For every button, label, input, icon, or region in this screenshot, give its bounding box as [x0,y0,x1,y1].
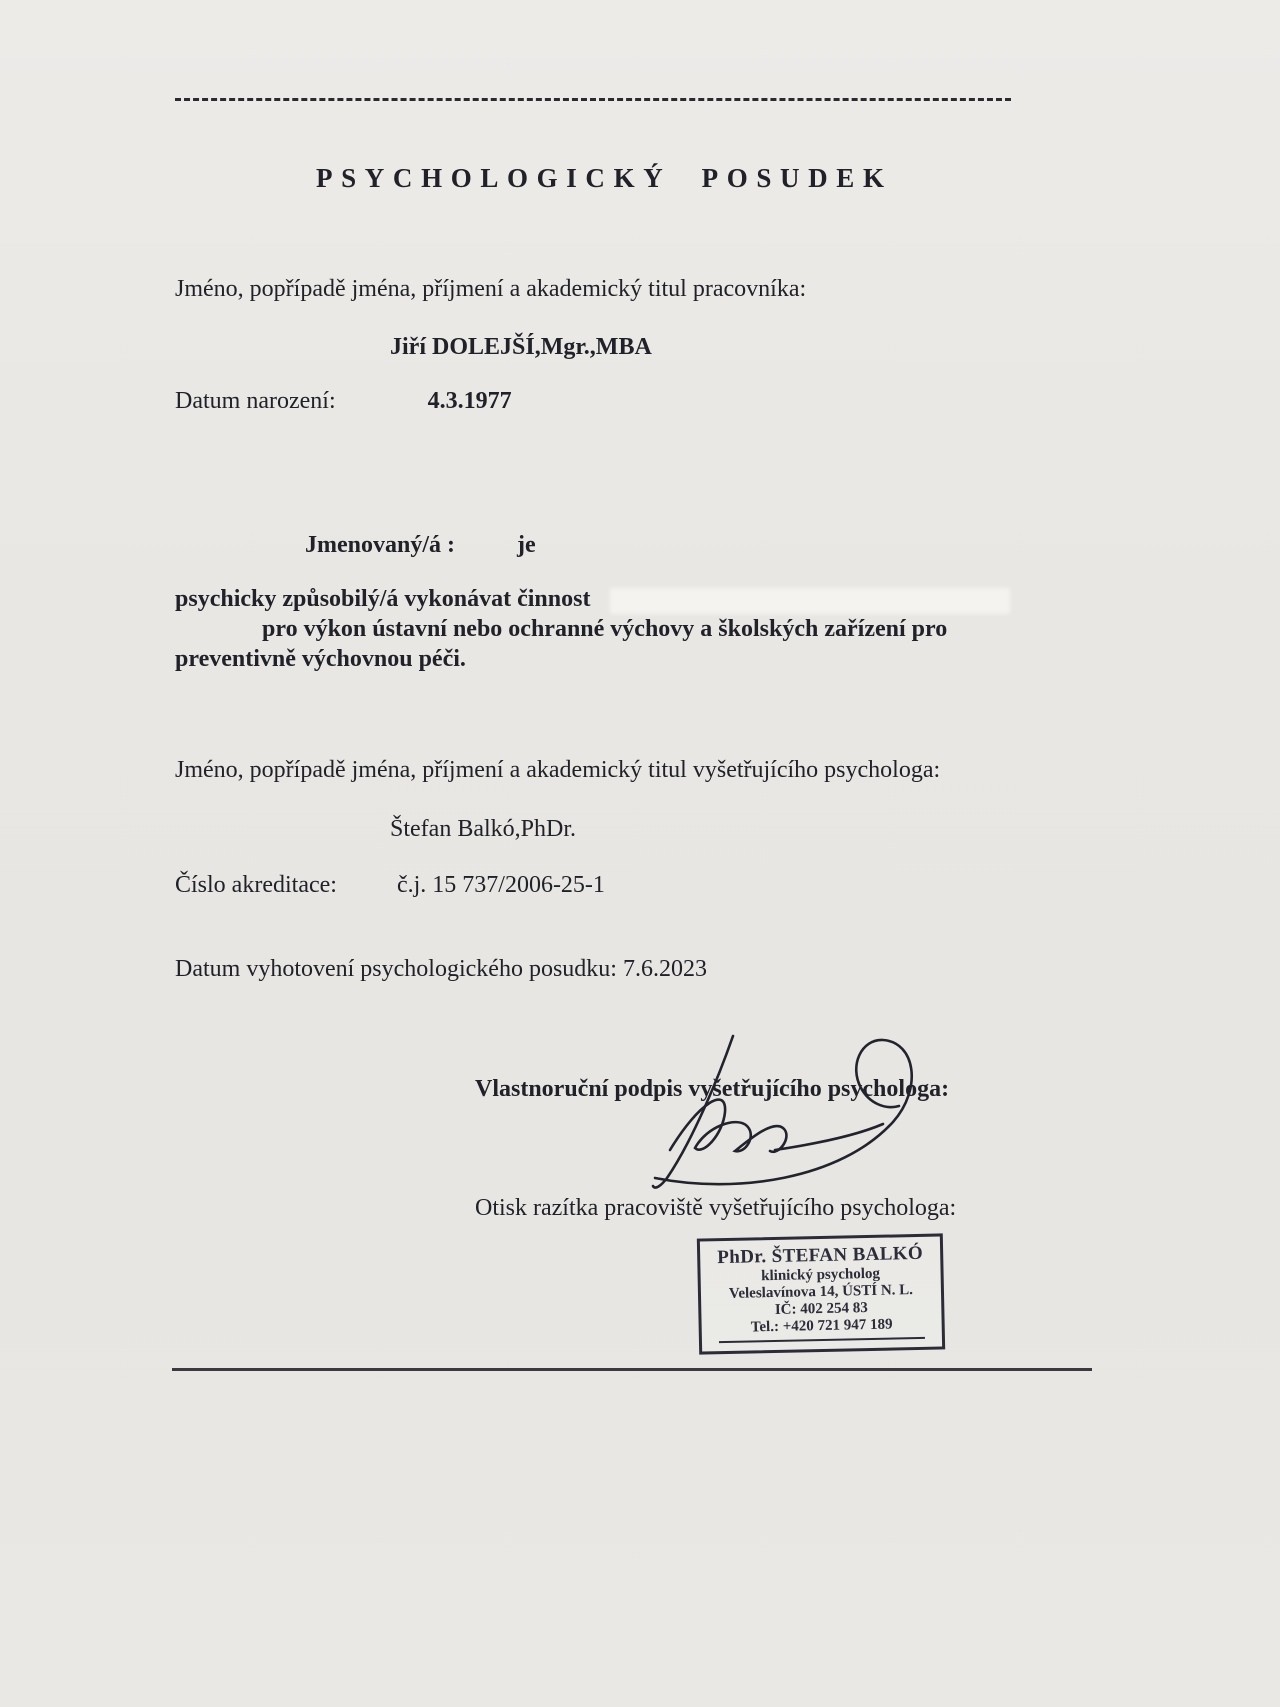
stamp-phone-line: Tel.: +420 721 947 189 [750,1316,893,1336]
stamp-name-line: PhDr. ŠTEFAN BALKÓ [717,1242,924,1269]
named-person-label: Jmenovaný/á : [305,532,455,558]
redacted-area [610,588,1010,614]
signature-label: Vlastnoruční podpis vyšetřujícího psychologa: [475,1076,950,1102]
psychologist-name-label: Jméno, popřípadě jména, příjmení a akademický titul vyšetřujícího psychologa: [175,757,941,783]
stamp-ic-line: IČ: 402 254 83 [774,1300,868,1318]
top-dashed-separator [175,98,1011,101]
bottom-separator [172,1368,1092,1371]
verdict-line-2: pro výkon ústavní nebo ochranné výchovy a školských zařízení pro [262,616,948,642]
accreditation-label: Číslo akreditace: [175,872,337,898]
accreditation-row [175,872,605,899]
psychologist-name-value: Štefan Balkó,PhDr. [390,816,576,842]
birth-date-label: Datum narození: [175,388,336,414]
stamp-label: Otisk razítka pracoviště vyšetřujícího psychologa: [475,1195,957,1221]
accreditation-value: č.j. 15 737/2006-25-1 [396,872,605,898]
document-title: PSYCHOLOGICKÝ POSUDEK [316,163,893,193]
office-stamp [697,1233,945,1354]
named-person-row [305,532,536,559]
birth-date-value: 4.3.1977 [427,388,512,414]
worker-name-value: Jiří DOLEJŠÍ,Mgr.,MBA [390,334,652,360]
stamp-profession-line: klinický psycholog [761,1265,881,1285]
verdict-line-3: preventivně výchovnou péči. [175,646,466,672]
worker-name-label: Jméno, popřípadě jména, příjmení a akademický titul pracovníka: [175,276,807,302]
birth-date-row [175,388,512,415]
named-person-value: je [517,532,536,558]
issue-date-line: Datum vyhotovení psychologického posudku: 7.6.2023 [175,956,707,982]
handwritten-signature [615,1018,965,1208]
stamp-address-line: Veleslavínova 14, ÚSTÍ N. L. [728,1282,914,1302]
verdict-line-1: psychicky způsobilý/á vykonávat činnost [175,586,591,612]
